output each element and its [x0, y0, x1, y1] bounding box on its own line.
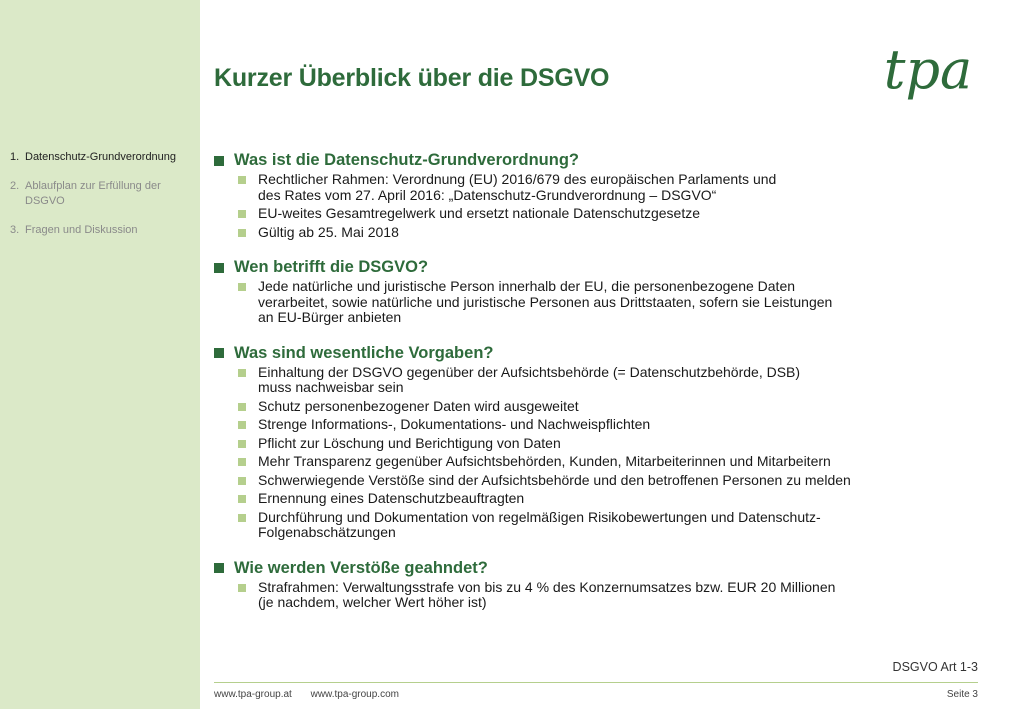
- bullet-square-icon: [238, 210, 246, 218]
- footer-link-tpa-group-com[interactable]: www.tpa-group.com: [310, 689, 399, 700]
- content-section: [214, 558, 994, 611]
- list-item: [214, 417, 994, 433]
- bullet-square-icon: [238, 458, 246, 466]
- bullet-text: Pflicht zur Löschung und Berichtigung von Daten: [258, 434, 561, 451]
- sidebar-item-label: Ablaufplan zur Erfüllung der DSGVO: [25, 180, 161, 207]
- sidebar-item-fragen[interactable]: [0, 223, 200, 238]
- section-heading: [214, 343, 994, 364]
- bullet-text: Schutz personenbezogener Daten wird ausgeweitet: [258, 397, 579, 414]
- bullet-square-icon: [238, 176, 246, 184]
- list-item: [214, 225, 994, 241]
- list-item: [214, 399, 994, 415]
- sidebar-item-label: Fragen und Diskussion: [25, 224, 138, 236]
- bullet-text: Gültig ab 25. Mai 2018: [258, 223, 399, 240]
- tpa-logo: [878, 28, 978, 114]
- list-item: [214, 172, 994, 203]
- bullet-list: [214, 279, 994, 326]
- bullet-square-icon: [238, 495, 246, 503]
- section-heading: [214, 150, 994, 171]
- bullet-text: EU-weites Gesamtregelwerk und ersetzt nationale Datenschutzgesetze: [258, 205, 700, 221]
- section-heading: [214, 558, 994, 579]
- content-section: [214, 150, 994, 240]
- bullet-square-icon: [238, 421, 246, 429]
- bullet-text: Einhaltung der DSGVO gegenüber der Aufsichtsbehörde (= Datenschutzbehörde, DSB) muss nachweisbar sein: [258, 363, 801, 395]
- list-item: [214, 473, 994, 489]
- bullet-square-icon: [238, 229, 246, 237]
- page-title: Kurzer Überblick über die DSGVO: [214, 64, 610, 92]
- list-item: [214, 206, 994, 222]
- footer-link-tpa-group-at[interactable]: www.tpa-group.at: [214, 689, 292, 700]
- bullet-text: Durchführung und Dokumentation von regelmäßigen Risikobewertungen und Datenschutz- Folgenabschätzungen: [258, 508, 821, 540]
- section-title: Wie werden Verstöße geahndet?: [234, 558, 488, 577]
- bullet-list: [214, 365, 994, 541]
- bullet-square-icon: [238, 477, 246, 485]
- list-item: [214, 454, 994, 470]
- sidebar-item-datenschutz-grundverordnung[interactable]: [0, 150, 200, 165]
- bullet-square-icon: [238, 440, 246, 448]
- svg-text:tpa: tpa: [883, 38, 973, 101]
- section-title: Wen betrifft die DSGVO?: [234, 258, 429, 276]
- list-item: [214, 436, 994, 452]
- content-section: [214, 343, 994, 541]
- bullet-square-icon: [238, 514, 246, 522]
- bullet-square-icon: [238, 283, 246, 291]
- bullet-square-icon: [238, 403, 246, 411]
- sidebar-item-ablaufplan[interactable]: [0, 179, 200, 209]
- bullet-text: Ernennung eines Datenschutzbeauftragten: [258, 490, 525, 506]
- sidebar-nav: [0, 150, 200, 252]
- section-title: Was sind wesentliche Vorgaben?: [234, 343, 494, 362]
- list-item: [214, 580, 994, 611]
- bullet-text: Jede natürliche und juristische Person innerhalb der EU, die personenbezogene Daten verarbeitet, sowie natürliche und juristische Personen aus Drittstaaten, sofern sie Leistungen an EU-Bürger anbieten: [258, 278, 833, 325]
- bullet-text: Rechtlicher Rahmen: Verordnung (EU) 2016/679 des europäischen Parlaments und des Rates vom 27. April 2016: „Datenschutz-Grundverordnung – DSGVO“: [258, 171, 777, 203]
- sidebar: [0, 0, 200, 709]
- sidebar-item-number: 1.: [10, 151, 20, 163]
- list-item: [214, 510, 994, 541]
- footer-links: [214, 689, 415, 700]
- main-content: [214, 150, 994, 628]
- bullet-square-icon: [214, 156, 224, 166]
- bullet-text: Strenge Informations-, Dokumentations- und Nachweispflichten: [258, 416, 651, 432]
- bullet-square-icon: [214, 263, 224, 273]
- bullet-list: [214, 172, 994, 240]
- page-number: Seite 3: [946, 689, 978, 700]
- section-title: Was ist die Datenschutz-Grundverordnung?: [234, 151, 579, 169]
- bullet-square-icon: [238, 369, 246, 377]
- sidebar-item-label: Datenschutz-Grundverordnung: [25, 151, 177, 163]
- footer-divider: [214, 682, 978, 683]
- legal-reference: DSGVO Art 1-3: [892, 660, 978, 674]
- list-item: [214, 491, 994, 507]
- bullet-text: Schwerwiegende Verstöße sind der Aufsichtsbehörde und den betroffenen Personen zu melden: [258, 471, 851, 488]
- section-heading: [214, 257, 994, 278]
- content-section: [214, 257, 994, 326]
- sidebar-item-number: 2.: [10, 180, 20, 192]
- bullet-square-icon: [214, 563, 224, 573]
- bullet-list: [214, 580, 994, 611]
- bullet-text: Mehr Transparenz gegenüber Aufsichtsbehörden, Kunden, Mitarbeiterinnen und Mitarbeitern: [258, 453, 831, 469]
- bullet-text: Strafrahmen: Verwaltungsstrafe von bis zu 4 % des Konzernumsatzes bzw. EUR 20 Millionen (je nachdem, welcher Wert höher ist): [258, 578, 836, 610]
- list-item: [214, 279, 994, 326]
- bullet-square-icon: [238, 584, 246, 592]
- bullet-square-icon: [214, 348, 224, 358]
- list-item: [214, 365, 994, 396]
- sidebar-item-number: 3.: [10, 224, 20, 236]
